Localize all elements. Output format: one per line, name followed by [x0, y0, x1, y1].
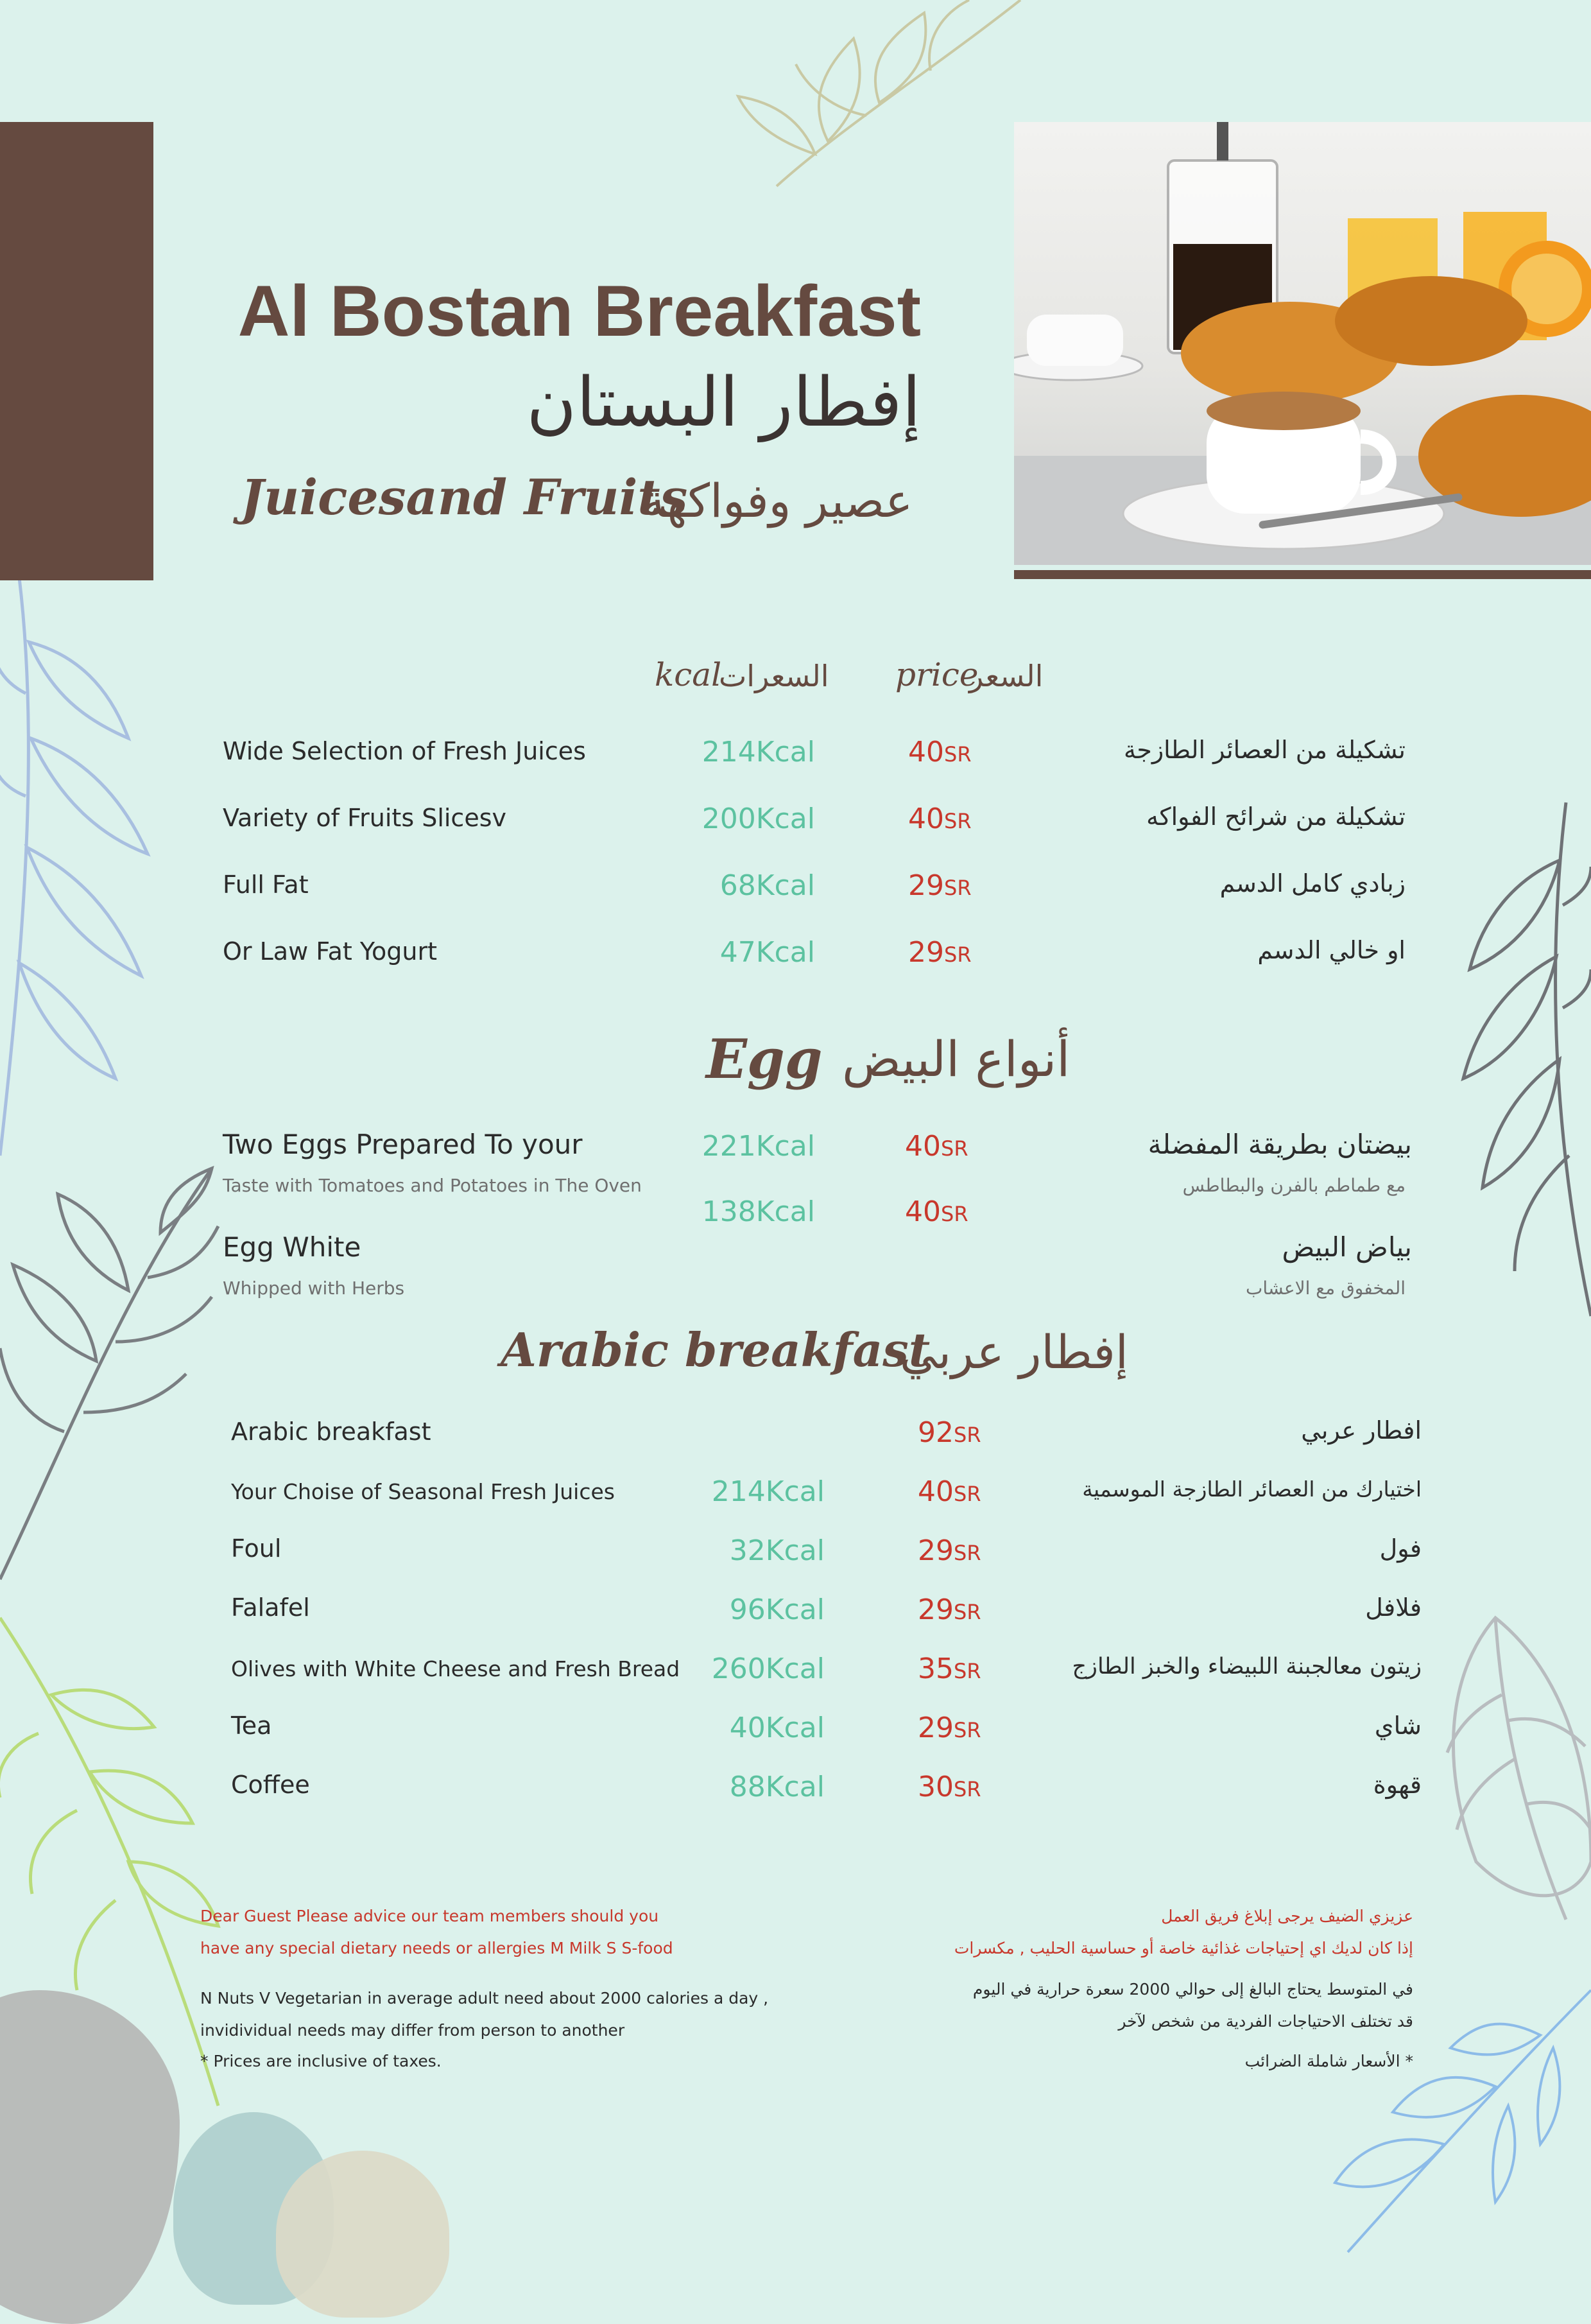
- item-name-en: Your Choise of Seasonal Fresh Juices: [231, 1479, 615, 1504]
- item-name-en: Two Eggs Prepared To your: [223, 1129, 583, 1160]
- item-kcal: 68Kcal: [719, 869, 815, 902]
- item-price: 40SR: [908, 736, 972, 768]
- item-price: 40SR: [908, 802, 972, 835]
- item-name-en: Coffee: [231, 1771, 310, 1799]
- item-price: 29SR: [908, 869, 972, 902]
- item-name-ar: او خالي الدسم: [1257, 936, 1406, 964]
- item-description-en: Taste with Tomatoes and Potatoes in The Oven: [223, 1175, 642, 1196]
- breakfast-photo-illustration: [1014, 122, 1591, 565]
- allergy-note-en-2: have any special dietary needs or allergies M Milk S S-food: [200, 1939, 673, 1957]
- item-name-ar: زبادي كامل الدسم: [1219, 869, 1406, 898]
- item-kcal: 32Kcal: [729, 1534, 825, 1567]
- item-kcal: 214Kcal: [701, 736, 815, 768]
- column-kcal-ar: السعرات: [719, 659, 829, 693]
- item-name-ar: بياض البيض: [1282, 1231, 1412, 1263]
- item-price: 29SR: [918, 1534, 981, 1567]
- item-price: 40SR: [905, 1130, 968, 1163]
- item-price: 30SR: [918, 1771, 981, 1803]
- calorie-note-en-2: invidividual needs may differ from person to another: [200, 2021, 625, 2040]
- item-price: 40SR: [905, 1195, 968, 1228]
- tax-note-en: * Prices are inclusive of taxes.: [200, 2052, 442, 2070]
- item-price: 40SR: [918, 1475, 981, 1508]
- decorative-leaf-left-gray: [0, 1156, 218, 1592]
- item-description-ar: المخفوق مع الاعشاب: [1246, 1278, 1406, 1299]
- item-name-ar: زيتون معالجبنة اللبيضاء والخبز الطازج: [1072, 1654, 1422, 1679]
- item-name-en: Full Fat: [223, 871, 309, 899]
- item-price: 92SR: [918, 1416, 981, 1449]
- item-name-en: Tea: [231, 1712, 272, 1740]
- breakfast-photo: [1014, 122, 1591, 565]
- page-title-ar: إفطار البستان: [526, 363, 921, 442]
- photo-underline-bar: [1014, 570, 1591, 579]
- allergy-note-ar-2: إذا كان لديك اي إحتياجات غذائية خاصة أو حساسية الحليب , مكسرات: [954, 1939, 1413, 1957]
- decorative-blob-beige: [276, 2151, 449, 2318]
- section-title-juices-en: Juicesand Fruits: [241, 469, 688, 526]
- item-name-en: Foul: [231, 1534, 282, 1563]
- column-price-en: price: [895, 656, 979, 693]
- item-name-ar: قهوة: [1373, 1771, 1422, 1799]
- decorative-leaf-left-blue: [0, 578, 167, 1156]
- allergy-note-ar-1: عزيزي الضيف يرجى إبلاغ فريق العمل: [1161, 1907, 1413, 1925]
- item-name-ar: فول: [1379, 1534, 1422, 1563]
- item-name-en: Wide Selection of Fresh Juices: [223, 737, 586, 765]
- item-name-en: Falafel: [231, 1593, 310, 1622]
- item-name-en: Egg White: [223, 1231, 361, 1263]
- item-kcal: 88Kcal: [729, 1771, 825, 1803]
- allergy-note-en-1: Dear Guest Please advice our team members should you: [200, 1907, 659, 1925]
- section-title-juices-ar: عصير وفواكهة: [642, 474, 913, 528]
- item-price: 29SR: [918, 1712, 981, 1744]
- item-kcal: 47Kcal: [719, 936, 815, 969]
- item-price: 35SR: [918, 1652, 981, 1685]
- item-kcal: 214Kcal: [711, 1475, 825, 1508]
- item-name-ar: تشكيلة من شرائح الفواكه: [1146, 802, 1406, 831]
- item-name-en: Olives with White Cheese and Fresh Bread: [231, 1656, 680, 1681]
- item-name-ar: افطار عربي: [1301, 1416, 1422, 1444]
- section-title-arabic-ar: إفطار عربي: [900, 1325, 1128, 1379]
- decorative-leaf-right-light: [1438, 1618, 1591, 1926]
- section-title-egg-ar: أنواع البيض: [842, 1030, 1071, 1088]
- item-name-en: Or Law Fat Yogurt: [223, 937, 438, 966]
- item-name-ar: اختيارك من العصائر الطازجة الموسمية: [1082, 1477, 1422, 1502]
- item-kcal: 200Kcal: [701, 802, 815, 835]
- item-name-en: Variety of Fruits Slicesv: [223, 804, 506, 832]
- item-description-en: Whipped with Herbs: [223, 1278, 405, 1299]
- item-name-ar: تشكيلة من العصائر الطازجة: [1123, 736, 1406, 764]
- section-title-egg-en: Egg: [706, 1027, 823, 1091]
- brown-accent-block: [0, 122, 153, 580]
- decorative-leaf-right-gray: [1438, 802, 1591, 1316]
- section-title-arabic-en: Arabic breakfast: [501, 1322, 931, 1377]
- item-kcal: 138Kcal: [701, 1195, 815, 1228]
- item-kcal: 260Kcal: [711, 1652, 825, 1685]
- column-price-ar: السعر: [969, 659, 1044, 693]
- item-name-ar: شاي: [1374, 1712, 1422, 1740]
- item-name-ar: بيضتان بطريقة المفضلة: [1148, 1129, 1412, 1160]
- tax-note-ar: * الأسعار شاملة الضرائب: [1244, 2052, 1413, 2070]
- item-price: 29SR: [908, 936, 972, 969]
- page-title-en: Al Bostan Breakfast: [237, 271, 921, 351]
- calorie-note-ar-2: قد تختلف الاحتياجات الفردية من شخص لآخر: [1118, 2012, 1413, 2031]
- item-price: 29SR: [918, 1593, 981, 1626]
- item-description-ar: مع طماطم بالفرن والبطاطس: [1182, 1175, 1406, 1196]
- item-kcal: 221Kcal: [701, 1130, 815, 1163]
- calorie-note-en-1: N Nuts V Vegetarian in average adult need about 2000 calories a day ,: [200, 1989, 769, 2007]
- item-kcal: 96Kcal: [729, 1593, 825, 1626]
- calorie-note-ar-1: في المتوسط يحتاج البالغ إلى حوالي 2000 سعرة حرارية في اليوم: [972, 1980, 1413, 1999]
- column-kcal-en: kcal: [655, 656, 722, 693]
- item-name-en: Arabic breakfast: [231, 1418, 431, 1446]
- item-kcal: 40Kcal: [729, 1712, 825, 1744]
- item-name-ar: فلافل: [1365, 1593, 1422, 1622]
